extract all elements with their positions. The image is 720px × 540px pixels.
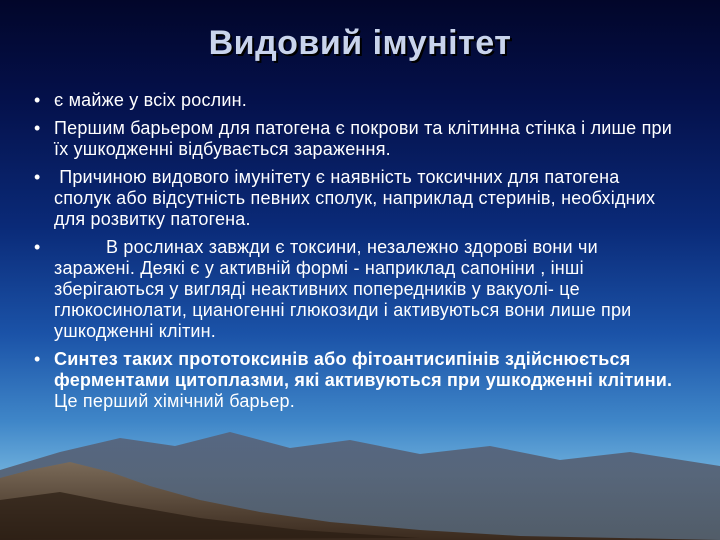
bullet-text: Першим барьером для патогена є покрови та клітинна стінка і лише при їх ушкодженні відбувається зараження.: [54, 118, 678, 159]
bullet-item: [34, 237, 674, 342]
bullet-text: В рослинах завжди є токсини, незалежно здорові вони чи заражені. Деякі є у активній формі - наприклад сапоніни , інші зберігаються у вигляді неактивних попередників у вакуолі- це глюкосинолати, цианогенні глюкозиди і активуються вони лише при ушкодженні клітин.: [54, 237, 637, 341]
bullet-list: [34, 90, 678, 419]
bullet-text: Причиною видового імунітету є наявність токсичних для патогена сполук або відсутність певних сполук, наприклад стеринів, необхідних для розвитку патогена.: [54, 167, 661, 229]
bullet-item: [34, 90, 674, 111]
bullet-dot-icon: •: [34, 349, 41, 369]
bullet-dot-icon: •: [34, 118, 41, 138]
bullet-item: [34, 167, 674, 230]
slide-title: Видовий імунітет: [208, 24, 512, 62]
bullet-dot-icon: •: [34, 237, 41, 257]
bullet-dot-icon: •: [34, 90, 41, 110]
bullet-bold-text: Синтез таких прототоксинів або фітоантисипінів здійснюється ферментами цитоплазми, які активуються при ушкодженні клітини.: [54, 349, 673, 390]
bullet-item: [34, 118, 678, 160]
bullet-regular-text: Це перший хімічний барьер.: [54, 370, 678, 411]
bullet-text: є майже у всіх рослин.: [54, 90, 247, 110]
bullet-dot-icon: •: [34, 167, 41, 187]
bullet-item: [34, 349, 678, 412]
bullet-text: [54, 349, 678, 412]
